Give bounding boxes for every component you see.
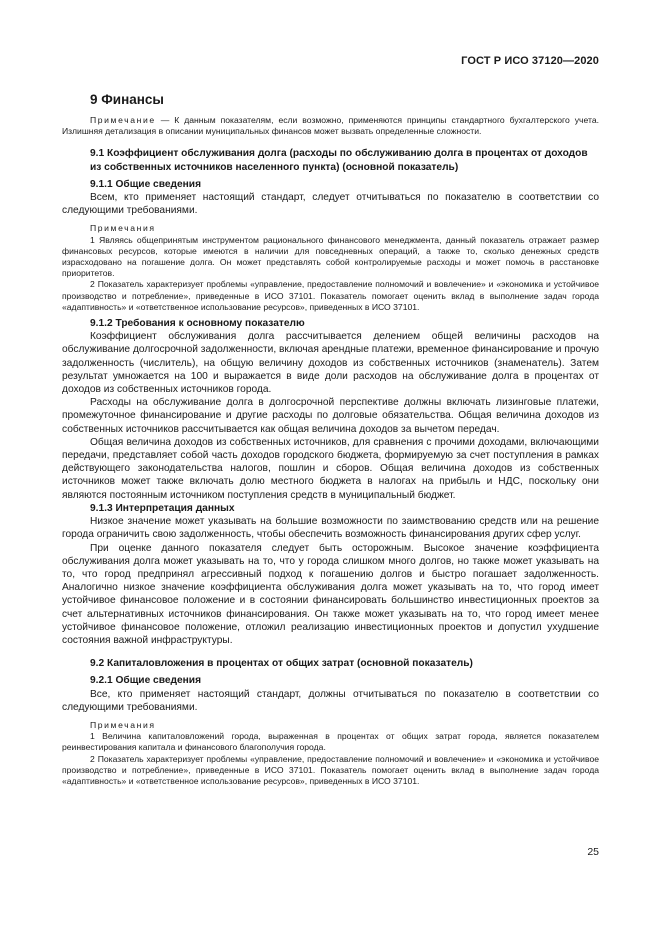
page-content [62, 92, 599, 787]
paragraph: Коэффициент обслуживания долга рассчитывается делением общей величины расходов на обслуживание долгосрочной задолженности, включая арендные платежи, временное финансирование и прочую задолженность (числитель), на общую величину доходов из собственных источников (знаменатель). Затем результат умножается на 100 и выражается в виде доли расходов на обслуживание долга в процентах от доходов из собственных источников города. [62, 331, 599, 396]
document-code: ГОСТ Р ИСО 37120—2020 [461, 55, 599, 67]
subsection-9-1-title: 9.1 Коэффициент обслуживания долга (расходы по обслуживанию долга в процентах от доходов из собственных источников населенного пункта) (основной показатель) [90, 148, 588, 173]
page-number: 25 [587, 846, 599, 858]
paragraph: Всем, кто применяет настоящий стандарт, следует отчитываться по показателю в соответствии со следующими требованиями. [62, 192, 599, 217]
subsection-9-1-2-title: 9.1.2 Требования к основному показателю [90, 318, 305, 330]
section-note [62, 115, 599, 137]
subsection-9-1-1-title: 9.1.1 Общие сведения [90, 178, 202, 190]
notes-label: Примечания [90, 719, 156, 730]
note-text: — К данным показателям, если возможно, применяются принципы стандартного бухгалтерского учета. Излишняя детализация в описании муниципальных финансов может вызвать определенные сложности. [62, 115, 599, 137]
section-title: 9 Финансы [90, 92, 164, 107]
paragraph: Низкое значение может указывать на большие возможности по заимствованию средств или на решение города ограничить свою задолженность, чтобы обеспечить возможность финансирования других сфер услуг. [62, 516, 599, 541]
paragraph: Все, кто применяет настоящий стандарт, должны отчитываться по показателю в соответствии со следующими требованиями. [62, 688, 599, 713]
note-item: 1 Являясь общепринятым инструментом рационального финансового менеджмента, данный показатель отражает размер финансовых ресурсов, которые имеются в наличии для повседневных операций, а также то, сколько денежных средств израсходовано на погашение долга. Он может представлять собой контролируемые расходы и может помочь в расстановке приоритетов. [62, 234, 599, 279]
note-item: 1 Величина капиталовложений города, выраженная в процентах от общих затрат города, является показателем реинвестирования капитала и финансового благополучия города. [62, 731, 599, 753]
subsection-9-1-3-title: 9.1.3 Интерпретация данных [90, 502, 235, 514]
subsection-9-2-1-title: 9.2.1 Общие сведения [90, 675, 202, 687]
subsection-9-2-title: 9.2 Капиталовложения в процентах от общих затрат (основной показатель) [90, 658, 473, 670]
note-item: 2 Показатель характеризует проблемы «управление, предоставление полномочий и вовлечение» и «экономика и устойчивое производство и потребление», приведенные в ИСО 37101. Показатель помогает оценить вклад в выполнение задач города «адаптивность» и «ответственное использование ресурсов», приведенных в ИСО 37101. [62, 279, 599, 312]
paragraph: Расходы на обслуживание долга в долгосрочной перспективе должны включать лизинговые платежи, промежуточное финансирование и другие расходы по долговые обязательства. Общая величина доходов из собственных источников рассчитывается как общая величина доходов за вычетом передач. [62, 397, 599, 435]
paragraph: Общая величина доходов из собственных источников, для сравнения с прочими доходами, включающими передачи, представляет собой часть доходов городского бюджета, формируемую за счет поступления в рамках действующего законодательства налогов, пошлин и сборов. Общая величина доходов из собственных источников может также включать долю местного бюджета в налогах на прибыль и НДС, поскольку они являются постоянным источником поступления средств в муниципальный бюджет. [62, 436, 599, 501]
note-label: Примечание [90, 115, 156, 125]
notes-label: Примечания [90, 223, 156, 234]
paragraph: При оценке данного показателя следует быть осторожным. Высокое значение коэффициента обслуживания долга может указывать на то, что у города слишком много долгов, но также может указывать на то, что город предпринял агрессивный подход к погашению долгов и быстро погашает задолженность. Аналогично низкое значение коэффициента обслуживания долга может указывать на то, что город имеет устойчивое финансовое положение и в состоянии финансировать большинство инвестиционных проектов за счет альтернативных источников финансирования. Он также может указывать на то, что город имеет менее устойчивое финансовое положение, отложил реализацию инвестиционных проектов и допустил ухудшение состояния важной инфраструктуры. [62, 542, 599, 646]
note-item: 2 Показатель характеризует проблемы «управление, предоставление полномочий и вовлечение» и «экономика и устойчивое производство и потребление», приведенные в ИСО 37101. Показатель помогает оценить вклад в выполнение задач города «адаптивность» и «ответственное использование ресурсов», приведенных в ИСО 37101. [62, 753, 599, 786]
